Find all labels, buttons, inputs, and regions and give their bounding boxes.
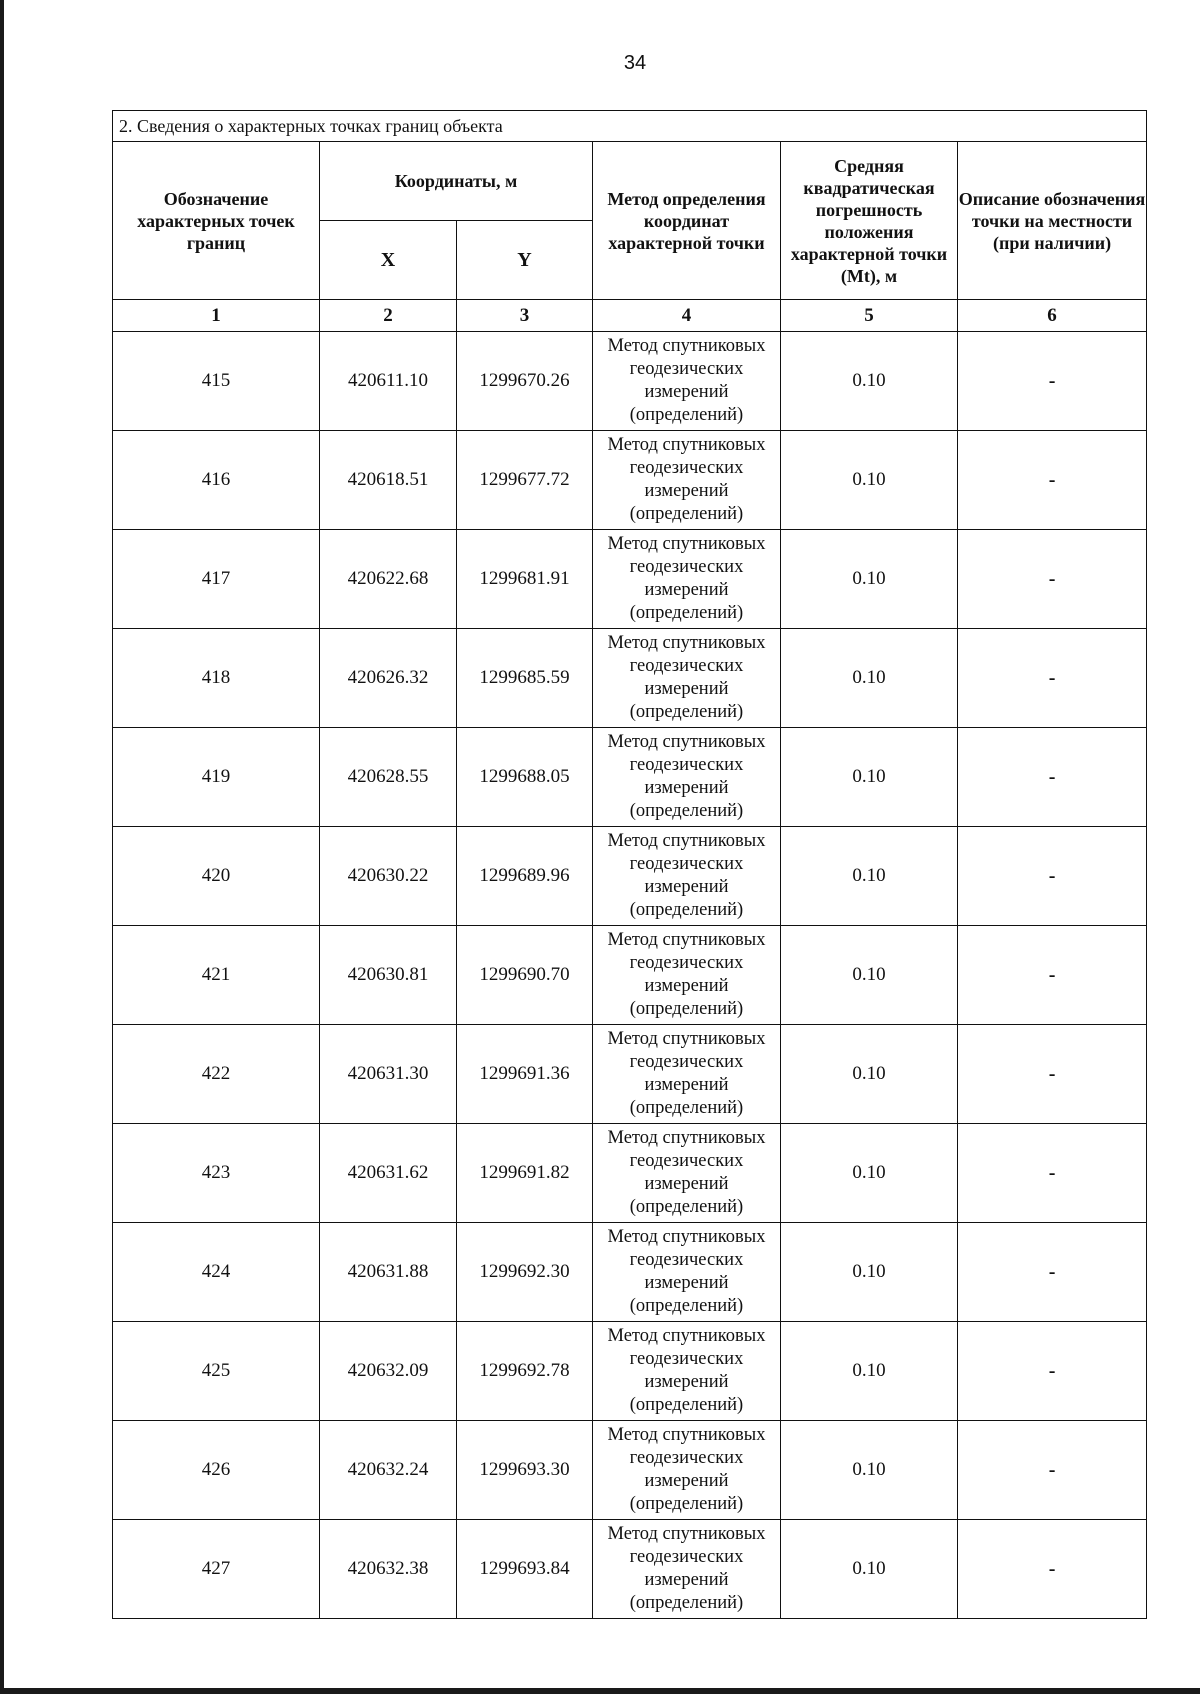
description-cell: -	[958, 1025, 1147, 1124]
coordinate-y-cell: 1299692.78	[457, 1322, 593, 1421]
point-designation-cell: 427	[113, 1520, 320, 1619]
coordinate-y-cell: 1299691.36	[457, 1025, 593, 1124]
method-cell: Метод спутниковых геодезических измерений (определений)	[593, 926, 781, 1025]
method-cell: Метод спутниковых геодезических измерений (определений)	[593, 1322, 781, 1421]
description-cell: -	[958, 332, 1147, 431]
column-number: 5	[781, 300, 958, 332]
coordinate-x-cell: 420628.55	[320, 728, 457, 827]
boundary-points-table	[112, 110, 1147, 1619]
description-cell: -	[958, 1124, 1147, 1223]
error-mt-cell: 0.10	[781, 827, 958, 926]
table-row	[113, 1322, 1147, 1421]
column-number: 2	[320, 300, 457, 332]
header-error: Средняя квадратическая погрешность положения характерной точки (Mt), м	[781, 142, 958, 300]
table-row	[113, 728, 1147, 827]
table-row	[113, 926, 1147, 1025]
description-cell: -	[958, 827, 1147, 926]
table-row	[113, 827, 1147, 926]
coordinate-x-cell: 420618.51	[320, 431, 457, 530]
coordinate-y-cell: 1299693.30	[457, 1421, 593, 1520]
coordinate-y-cell: 1299677.72	[457, 431, 593, 530]
coordinate-x-cell: 420632.09	[320, 1322, 457, 1421]
header-coordinates: Координаты, м	[320, 142, 593, 221]
method-cell: Метод спутниковых геодезических измерений (определений)	[593, 431, 781, 530]
point-designation-cell: 424	[113, 1223, 320, 1322]
coordinate-x-cell: 420631.62	[320, 1124, 457, 1223]
coordinate-y-cell: 1299691.82	[457, 1124, 593, 1223]
scan-border-left	[0, 0, 4, 1694]
header-method: Метод определения координат характерной точки	[593, 142, 781, 300]
error-mt-cell: 0.10	[781, 1520, 958, 1619]
coordinate-y-cell: 1299692.30	[457, 1223, 593, 1322]
error-mt-cell: 0.10	[781, 431, 958, 530]
table-row	[113, 629, 1147, 728]
description-cell: -	[958, 1322, 1147, 1421]
coordinate-y-cell: 1299670.26	[457, 332, 593, 431]
point-designation-cell: 421	[113, 926, 320, 1025]
coordinate-x-cell: 420622.68	[320, 530, 457, 629]
coordinate-x-cell: 420611.10	[320, 332, 457, 431]
point-designation-cell: 415	[113, 332, 320, 431]
point-designation-cell: 416	[113, 431, 320, 530]
column-numbers-row	[113, 300, 1147, 332]
error-mt-cell: 0.10	[781, 629, 958, 728]
coordinate-x-cell: 420632.24	[320, 1421, 457, 1520]
coordinate-x-cell: 420631.30	[320, 1025, 457, 1124]
table-row	[113, 1421, 1147, 1520]
method-cell: Метод спутниковых геодезических измерений (определений)	[593, 1421, 781, 1520]
error-mt-cell: 0.10	[781, 1421, 958, 1520]
method-cell: Метод спутниковых геодезических измерений (определений)	[593, 728, 781, 827]
point-designation-cell: 426	[113, 1421, 320, 1520]
column-number: 4	[593, 300, 781, 332]
table-row	[113, 1520, 1147, 1619]
error-mt-cell: 0.10	[781, 530, 958, 629]
scan-border-bottom	[0, 1688, 1200, 1694]
description-cell: -	[958, 926, 1147, 1025]
coordinate-y-cell: 1299690.70	[457, 926, 593, 1025]
error-mt-cell: 0.10	[781, 728, 958, 827]
header-description: Описание обозначения точки на местности (при наличии)	[958, 142, 1147, 300]
header-x: X	[320, 221, 457, 300]
table-row	[113, 1124, 1147, 1223]
table-row	[113, 1223, 1147, 1322]
description-cell: -	[958, 431, 1147, 530]
method-cell: Метод спутниковых геодезических измерений (определений)	[593, 629, 781, 728]
description-cell: -	[958, 530, 1147, 629]
point-designation-cell: 418	[113, 629, 320, 728]
error-mt-cell: 0.10	[781, 332, 958, 431]
coordinate-x-cell: 420631.88	[320, 1223, 457, 1322]
description-cell: -	[958, 1223, 1147, 1322]
column-number: 3	[457, 300, 593, 332]
point-designation-cell: 420	[113, 827, 320, 926]
coordinate-y-cell: 1299685.59	[457, 629, 593, 728]
error-mt-cell: 0.10	[781, 1223, 958, 1322]
table-row	[113, 431, 1147, 530]
point-designation-cell: 425	[113, 1322, 320, 1421]
error-mt-cell: 0.10	[781, 926, 958, 1025]
header-point-designation: Обозначение характерных точек границ	[113, 142, 320, 300]
point-designation-cell: 417	[113, 530, 320, 629]
description-cell: -	[958, 1520, 1147, 1619]
coordinate-x-cell: 420632.38	[320, 1520, 457, 1619]
coordinate-y-cell: 1299693.84	[457, 1520, 593, 1619]
description-cell: -	[958, 728, 1147, 827]
method-cell: Метод спутниковых геодезических измерений (определений)	[593, 1223, 781, 1322]
coordinate-x-cell: 420630.81	[320, 926, 457, 1025]
method-cell: Метод спутниковых геодезических измерений (определений)	[593, 1520, 781, 1619]
coordinate-x-cell: 420630.22	[320, 827, 457, 926]
point-designation-cell: 422	[113, 1025, 320, 1124]
table-row	[113, 332, 1147, 431]
error-mt-cell: 0.10	[781, 1025, 958, 1124]
point-designation-cell: 423	[113, 1124, 320, 1223]
coordinate-x-cell: 420626.32	[320, 629, 457, 728]
column-number: 1	[113, 300, 320, 332]
method-cell: Метод спутниковых геодезических измерений (определений)	[593, 827, 781, 926]
header-y: Y	[457, 221, 593, 300]
method-cell: Метод спутниковых геодезических измерений (определений)	[593, 530, 781, 629]
table-body	[113, 332, 1147, 1619]
coordinate-y-cell: 1299689.96	[457, 827, 593, 926]
description-cell: -	[958, 629, 1147, 728]
coordinate-y-cell: 1299681.91	[457, 530, 593, 629]
error-mt-cell: 0.10	[781, 1124, 958, 1223]
point-designation-cell: 419	[113, 728, 320, 827]
coordinate-y-cell: 1299688.05	[457, 728, 593, 827]
error-mt-cell: 0.10	[781, 1322, 958, 1421]
method-cell: Метод спутниковых геодезических измерений (определений)	[593, 332, 781, 431]
table-row	[113, 1025, 1147, 1124]
column-number: 6	[958, 300, 1147, 332]
method-cell: Метод спутниковых геодезических измерений (определений)	[593, 1025, 781, 1124]
table-row	[113, 530, 1147, 629]
section-title: 2. Сведения о характерных точках границ объекта	[113, 111, 1147, 142]
page-number: 34	[623, 52, 647, 74]
method-cell: Метод спутниковых геодезических измерений (определений)	[593, 1124, 781, 1223]
description-cell: -	[958, 1421, 1147, 1520]
